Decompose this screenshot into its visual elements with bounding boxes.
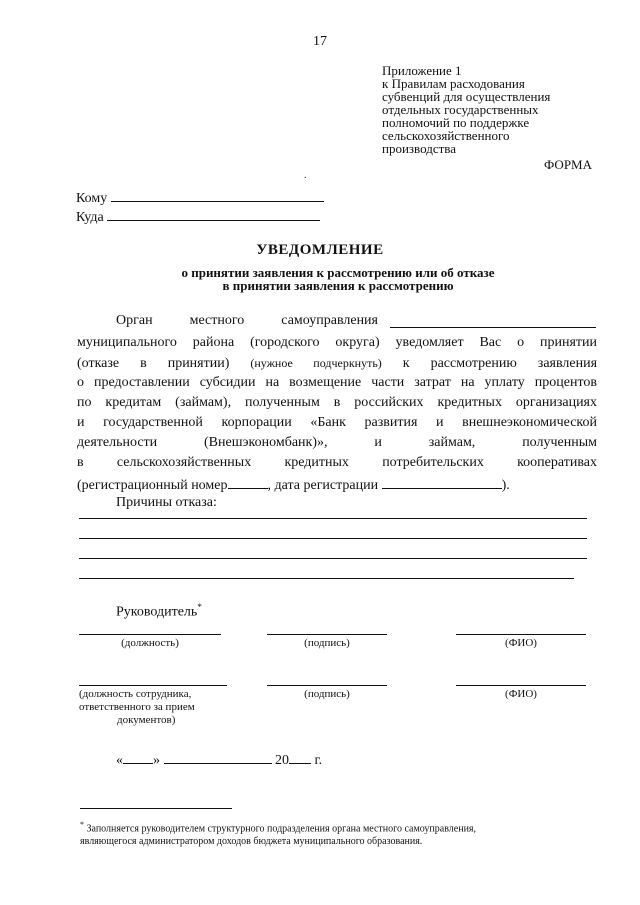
appendix-line: Приложение 1 — [382, 63, 462, 78]
stray-dot: . — [304, 170, 307, 181]
footnote-text-1: Заполняется руководителем структурного подразделения органа местного самоуправления, — [86, 823, 477, 835]
page-number: 17 — [313, 34, 327, 49]
body-line-7: деятельности (Внешэкономбанк)», и займам, полученным — [77, 435, 597, 450]
appendix-line: сельскохозяйственного — [382, 128, 510, 143]
reason-line[interactable] — [79, 578, 574, 579]
appendix-line: полномочий по поддержке — [382, 115, 530, 130]
signature-caption: (подпись) — [304, 688, 350, 700]
footnote-marker: * — [80, 820, 84, 829]
close-quote: » — [153, 753, 160, 768]
fio-caption: (ФИО) — [505, 637, 537, 649]
body-l3-note: (нужное подчеркнуть) — [250, 356, 382, 370]
where-row — [76, 207, 320, 226]
reason-line[interactable] — [79, 558, 587, 559]
to-label: Кому — [76, 191, 108, 206]
appendix-line: производства — [382, 141, 457, 156]
body-line-4: о предоставлении субсидии на возмещение части затрат на уплату процентов — [77, 375, 597, 390]
subtitle-line-2: в принятии заявления к рассмотрению — [222, 278, 454, 293]
document-subtitle — [100, 266, 576, 292]
employee-signature-line[interactable] — [267, 685, 387, 686]
body-line-2: муниципального района (городского округа) уведомляет Вас о принятии — [77, 335, 597, 350]
to-row — [76, 188, 324, 207]
form-label: ФОРМА — [544, 157, 592, 172]
month-field[interactable] — [164, 750, 272, 764]
signature-caption: (подпись) — [304, 637, 350, 649]
body-l3-part2: к рассмотрению заявления — [402, 356, 598, 371]
reg-number-label: (регистрационный номер — [77, 478, 228, 493]
head-position-line[interactable] — [79, 634, 221, 635]
employee-position-caption — [79, 688, 249, 727]
open-quote: « — [116, 753, 123, 768]
authority-field[interactable] — [390, 327, 596, 328]
head-signature-line[interactable] — [267, 634, 387, 635]
employee-caption-line: ответственного за прием — [79, 701, 195, 713]
footnote-marker: * — [197, 602, 202, 612]
subtitle-line-1: о принятии заявления к рассмотрению или об отказе — [181, 265, 495, 280]
appendix-line: субвенций для осуществления — [382, 89, 551, 104]
footnote-separator — [80, 808, 232, 809]
body-line-3 — [77, 355, 597, 372]
fio-caption: (ФИО) — [505, 688, 537, 700]
reason-line[interactable] — [79, 518, 587, 519]
reasons-label: Причины отказа: — [116, 495, 217, 510]
year-prefix: 20 — [275, 753, 289, 768]
footnote-line-1 — [80, 818, 580, 835]
reg-date-field[interactable] — [382, 475, 502, 489]
head-label-row — [116, 602, 202, 621]
year-field[interactable] — [289, 750, 311, 764]
employee-fio-line[interactable] — [456, 685, 586, 686]
document-title: УВЕДОМЛЕНИЕ — [256, 242, 384, 258]
body-line-5: по кредитам (займам), полученным в российских кредитных организациях — [77, 395, 597, 410]
where-label: Куда — [76, 210, 104, 225]
body-l3-part1: (отказе в принятии) — [77, 356, 230, 371]
appendix-note — [382, 64, 612, 155]
footnote-line-2: являющегося администратором доходов бюджета муниципального образования. — [80, 836, 423, 848]
employee-caption-line: документов) — [117, 714, 176, 726]
head-label: Руководитель — [116, 604, 198, 620]
reason-line[interactable] — [79, 538, 587, 539]
reg-date-label: , дата регистрации — [267, 478, 379, 493]
employee-position-line[interactable] — [79, 685, 227, 686]
appendix-line: отдельных государственных — [382, 102, 539, 117]
reg-number-field[interactable] — [228, 475, 268, 489]
body-line-8: в сельскохозяйственных кредитных потребительских кооперативах — [77, 455, 597, 470]
body-line-6: и государственной корпорации «Банк развития и внешнеэкономической — [77, 415, 597, 430]
employee-caption-line: (должность сотрудника, — [79, 688, 192, 700]
appendix-line: к Правилам расходования — [382, 76, 525, 91]
year-suffix: г. — [314, 753, 323, 768]
day-field[interactable] — [123, 750, 153, 764]
head-fio-line[interactable] — [456, 634, 586, 635]
body-line-1: Орган местного самоуправления — [116, 313, 378, 328]
to-field[interactable] — [111, 188, 324, 202]
date-row — [116, 750, 322, 769]
where-field[interactable] — [107, 207, 320, 221]
position-caption: (должность) — [121, 637, 179, 649]
footnote — [80, 818, 580, 848]
body-line-9 — [77, 475, 597, 494]
body-l9-end: ). — [501, 478, 510, 493]
